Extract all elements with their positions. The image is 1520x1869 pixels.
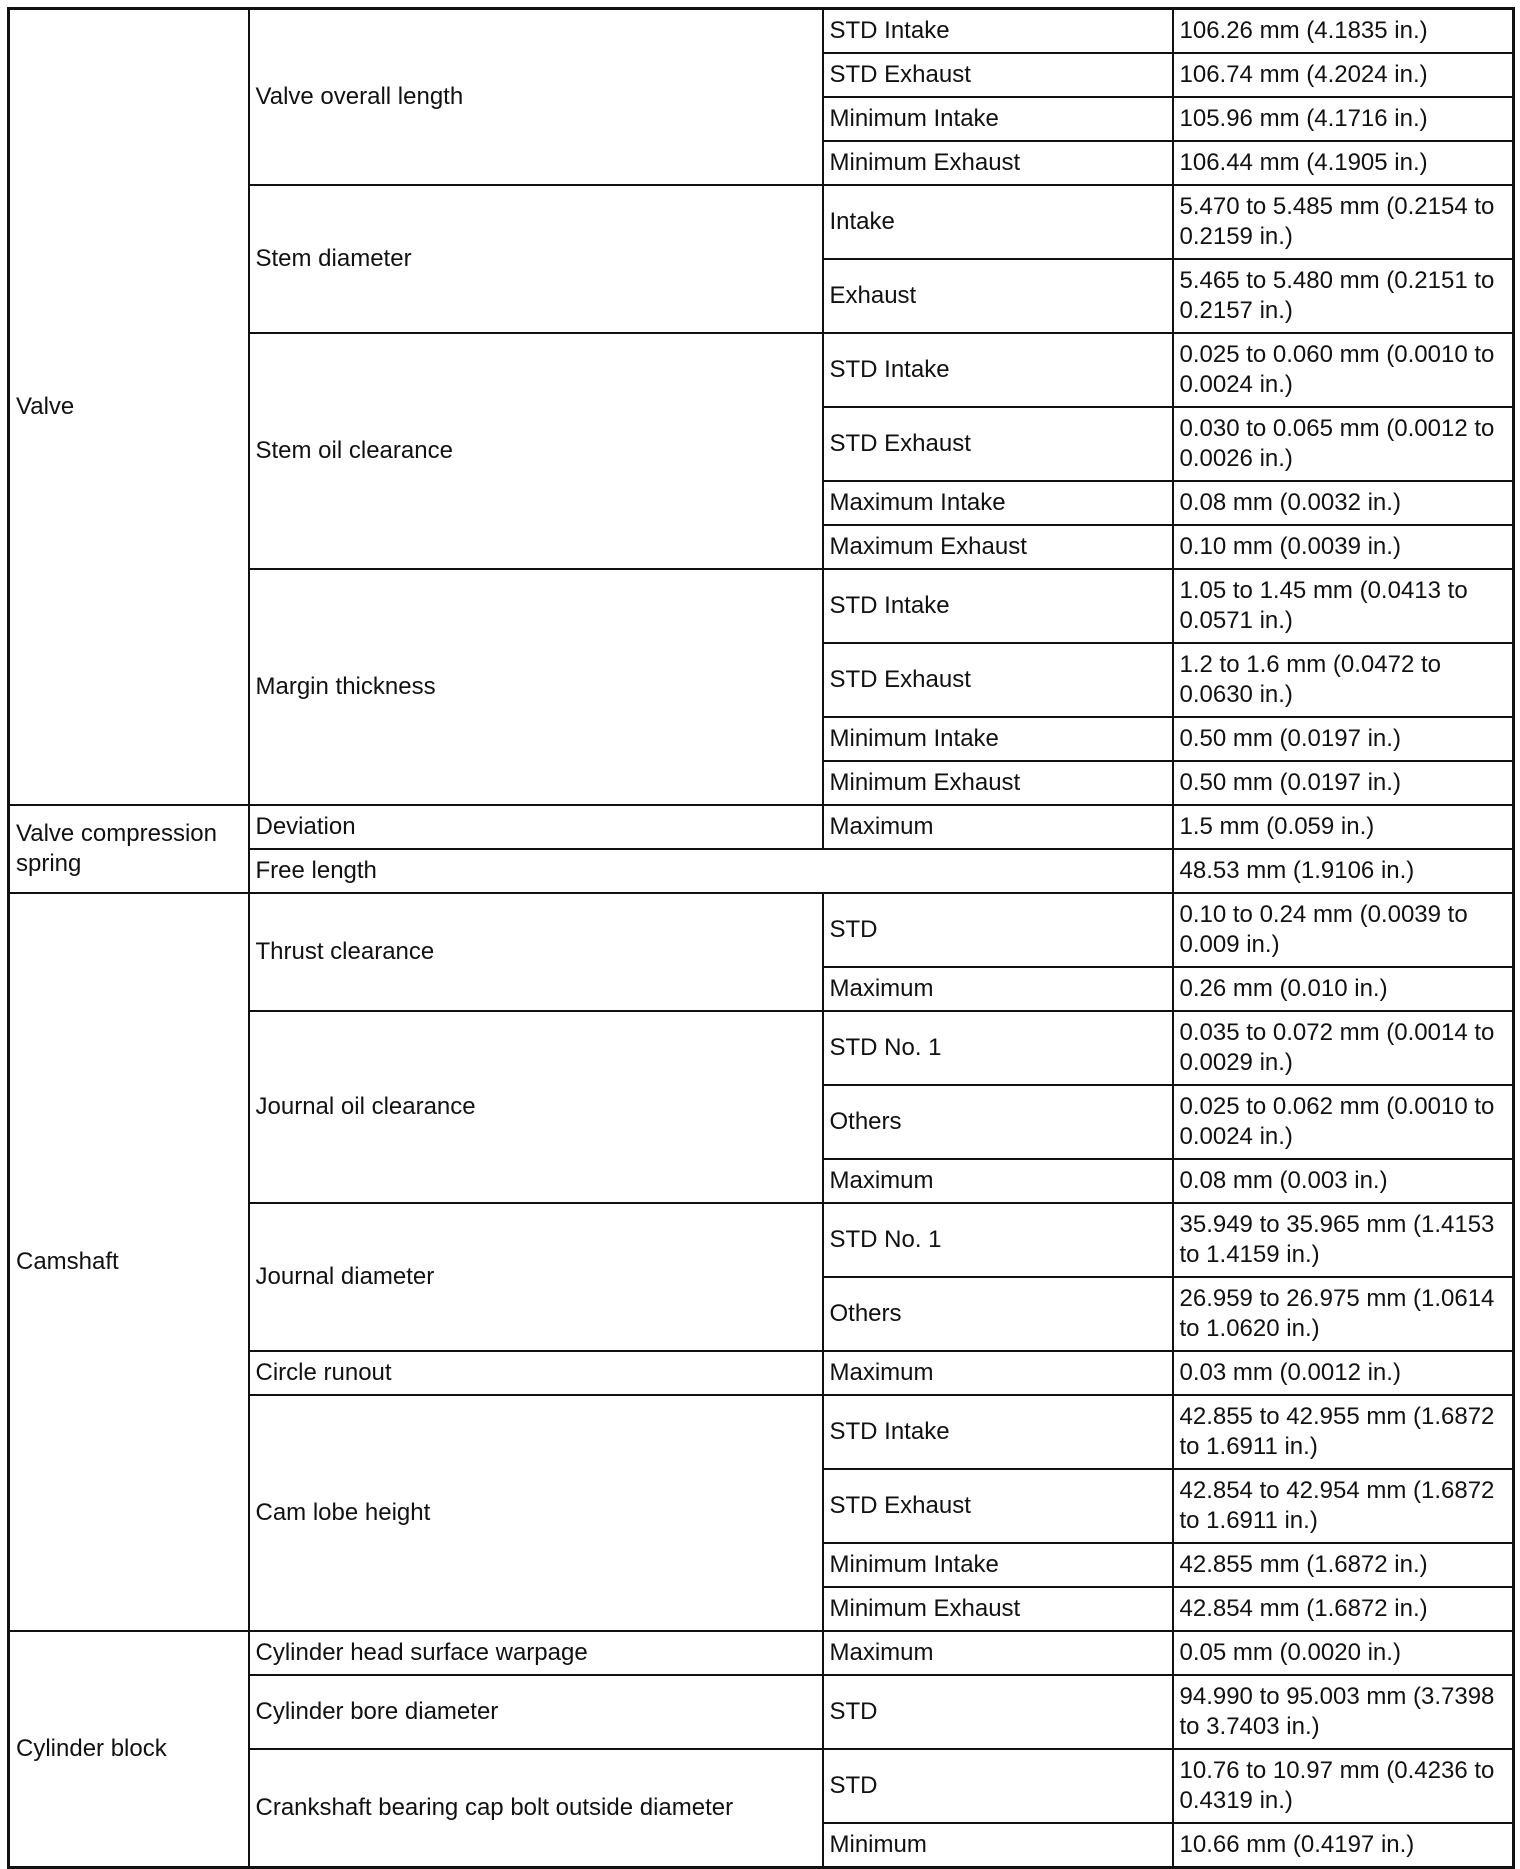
section-name-cell: Valve (9, 9, 249, 806)
spec-table-body (9, 9, 1514, 1868)
item-name-cell: Stem diameter (249, 185, 823, 333)
section-name-cell: Valve compression spring (9, 805, 249, 893)
condition-cell: Maximum (823, 967, 1173, 1011)
value-cell: 0.025 to 0.062 mm (0.0010 to 0.0024 in.) (1173, 1085, 1514, 1159)
value-cell: 35.949 to 35.965 mm (1.4153 to 1.4159 in.) (1173, 1203, 1514, 1277)
condition-cell: STD (823, 1749, 1173, 1823)
value-cell: 26.959 to 26.975 mm (1.0614 to 1.0620 in.) (1173, 1277, 1514, 1351)
condition-cell: Minimum Intake (823, 717, 1173, 761)
value-cell: 0.26 mm (0.010 in.) (1173, 967, 1514, 1011)
condition-cell: Maximum Intake (823, 481, 1173, 525)
condition-cell: STD Intake (823, 569, 1173, 643)
value-cell: 106.74 mm (4.2024 in.) (1173, 53, 1514, 97)
value-cell: 42.855 mm (1.6872 in.) (1173, 1543, 1514, 1587)
condition-cell: STD Exhaust (823, 53, 1173, 97)
value-cell: 1.05 to 1.45 mm (0.0413 to 0.0571 in.) (1173, 569, 1514, 643)
value-cell: 1.5 mm (0.059 in.) (1173, 805, 1514, 849)
condition-cell: STD Exhaust (823, 1469, 1173, 1543)
condition-cell: Minimum Exhaust (823, 761, 1173, 805)
value-cell: 0.10 to 0.24 mm (0.0039 to 0.009 in.) (1173, 893, 1514, 967)
condition-cell: Minimum Intake (823, 97, 1173, 141)
value-cell: 0.50 mm (0.0197 in.) (1173, 717, 1514, 761)
condition-cell: Minimum Intake (823, 1543, 1173, 1587)
condition-cell: Minimum (823, 1823, 1173, 1868)
table-row (9, 805, 1514, 849)
condition-cell: STD No. 1 (823, 1203, 1173, 1277)
condition-cell: Maximum Exhaust (823, 525, 1173, 569)
value-cell: 42.854 to 42.954 mm (1.6872 to 1.6911 in.) (1173, 1469, 1514, 1543)
value-cell: 1.2 to 1.6 mm (0.0472 to 0.0630 in.) (1173, 643, 1514, 717)
value-cell: 94.990 to 95.003 mm (3.7398 to 3.7403 in.) (1173, 1675, 1514, 1749)
item-name-cell: Journal diameter (249, 1203, 823, 1351)
table-row (9, 893, 1514, 967)
value-cell: 0.08 mm (0.003 in.) (1173, 1159, 1514, 1203)
value-cell: 0.030 to 0.065 mm (0.0012 to 0.0026 in.) (1173, 407, 1514, 481)
condition-cell: STD Intake (823, 333, 1173, 407)
value-cell: 0.025 to 0.060 mm (0.0010 to 0.0024 in.) (1173, 333, 1514, 407)
item-name-cell: Thrust clearance (249, 893, 823, 1011)
condition-cell: STD No. 1 (823, 1011, 1173, 1085)
table-row (9, 1631, 1514, 1675)
item-name-cell: Deviation (249, 805, 823, 849)
condition-cell: STD Exhaust (823, 643, 1173, 717)
condition-cell: STD (823, 893, 1173, 967)
value-cell: 5.465 to 5.480 mm (0.2151 to 0.2157 in.) (1173, 259, 1514, 333)
condition-cell: STD Exhaust (823, 407, 1173, 481)
condition-cell: STD Intake (823, 1395, 1173, 1469)
item-name-cell: Circle runout (249, 1351, 823, 1395)
value-cell: 0.03 mm (0.0012 in.) (1173, 1351, 1514, 1395)
table-row (9, 9, 1514, 54)
value-cell: 0.035 to 0.072 mm (0.0014 to 0.0029 in.) (1173, 1011, 1514, 1085)
value-cell: 42.854 mm (1.6872 in.) (1173, 1587, 1514, 1631)
condition-cell: Intake (823, 185, 1173, 259)
section-name-cell: Cylinder block (9, 1631, 249, 1868)
item-name-cell: Stem oil clearance (249, 333, 823, 569)
condition-cell: Others (823, 1085, 1173, 1159)
value-cell: 48.53 mm (1.9106 in.) (1173, 849, 1514, 893)
condition-cell: Exhaust (823, 259, 1173, 333)
item-name-cell: Cam lobe height (249, 1395, 823, 1631)
value-cell: 10.76 to 10.97 mm (0.4236 to 0.4319 in.) (1173, 1749, 1514, 1823)
condition-cell: Others (823, 1277, 1173, 1351)
item-name-cell: Free length (249, 849, 1173, 893)
item-name-cell: Cylinder bore diameter (249, 1675, 823, 1749)
item-name-cell: Journal oil clearance (249, 1011, 823, 1203)
condition-cell: Maximum (823, 1631, 1173, 1675)
condition-cell: STD Intake (823, 9, 1173, 54)
value-cell: 0.08 mm (0.0032 in.) (1173, 481, 1514, 525)
value-cell: 0.10 mm (0.0039 in.) (1173, 525, 1514, 569)
value-cell: 0.05 mm (0.0020 in.) (1173, 1631, 1514, 1675)
condition-cell: Minimum Exhaust (823, 1587, 1173, 1631)
value-cell: 106.44 mm (4.1905 in.) (1173, 141, 1514, 185)
value-cell: 10.66 mm (0.4197 in.) (1173, 1823, 1514, 1868)
value-cell: 42.855 to 42.955 mm (1.6872 to 1.6911 in.) (1173, 1395, 1514, 1469)
item-name-cell: Crankshaft bearing cap bolt outside diameter (249, 1749, 823, 1868)
item-name-cell: Valve overall length (249, 9, 823, 186)
condition-cell: Minimum Exhaust (823, 141, 1173, 185)
spec-table (7, 7, 1515, 1869)
condition-cell: Maximum (823, 805, 1173, 849)
value-cell: 106.26 mm (4.1835 in.) (1173, 9, 1514, 54)
value-cell: 5.470 to 5.485 mm (0.2154 to 0.2159 in.) (1173, 185, 1514, 259)
condition-cell: Maximum (823, 1351, 1173, 1395)
value-cell: 0.50 mm (0.0197 in.) (1173, 761, 1514, 805)
item-name-cell: Margin thickness (249, 569, 823, 805)
item-name-cell: Cylinder head surface warpage (249, 1631, 823, 1675)
section-name-cell: Camshaft (9, 893, 249, 1631)
value-cell: 105.96 mm (4.1716 in.) (1173, 97, 1514, 141)
condition-cell: STD (823, 1675, 1173, 1749)
condition-cell: Maximum (823, 1159, 1173, 1203)
